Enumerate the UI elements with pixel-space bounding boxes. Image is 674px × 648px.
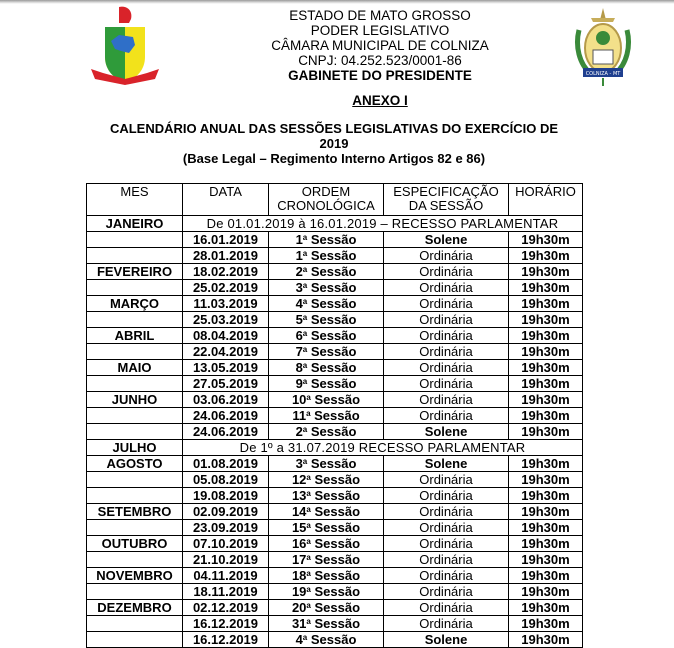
date-cell: 22.04.2019 xyxy=(183,344,269,360)
recess-row xyxy=(87,216,583,232)
time-cell: 19h30m xyxy=(509,600,583,616)
month-cell xyxy=(87,376,183,392)
month-cell: MARÇO xyxy=(87,296,183,312)
date-cell: 25.03.2019 xyxy=(183,312,269,328)
date-cell: 16.01.2019 xyxy=(183,232,269,248)
date-cell: 04.11.2019 xyxy=(183,568,269,584)
order-cell: 13$^a$ Sessão xyxy=(269,488,384,504)
session-type-cell: Solene xyxy=(384,632,509,648)
month-cell xyxy=(87,616,183,632)
header-especificacao: ESPECIFICAÇÃO DA SESSÃO xyxy=(384,184,509,216)
order-cell: 2$^a$ Sessão xyxy=(269,424,384,440)
header-power: PODER LEGISLATIVO xyxy=(310,23,450,38)
month-cell: OUTUBRO xyxy=(87,536,183,552)
month-cell xyxy=(87,632,183,648)
time-cell: 19h30m xyxy=(509,584,583,600)
session-type-cell: Ordinária xyxy=(384,360,509,376)
session-type-cell: Ordinária xyxy=(384,584,509,600)
month-cell: JUNHO xyxy=(87,392,183,408)
institution-header xyxy=(230,8,530,83)
month-cell: ABRIL xyxy=(87,328,183,344)
date-cell: 25.02.2019 xyxy=(183,280,269,296)
date-cell: 21.10.2019 xyxy=(183,552,269,568)
header-state: ESTADO DE MATO GROSSO xyxy=(289,8,471,23)
order-cell: 18$^a$ Sessão xyxy=(269,568,384,584)
order-cell: 9$^a$ Sessão xyxy=(269,376,384,392)
date-cell: 27.05.2019 xyxy=(183,376,269,392)
session-type-cell: Ordinária xyxy=(384,376,509,392)
title-line-3: (Base Legal – Regimento Interno Artigos 82 e 86) xyxy=(182,151,486,166)
table-row xyxy=(87,392,583,408)
time-cell: 19h30m xyxy=(509,344,583,360)
time-cell: 19h30m xyxy=(509,312,583,328)
date-cell: 05.08.2019 xyxy=(183,472,269,488)
header-ordem: ORDEM CRONOLÓGICA xyxy=(269,184,384,216)
time-cell: 19h30m xyxy=(509,360,583,376)
header-mes: MES xyxy=(87,184,183,216)
order-cell: 4$^a$ Sessão xyxy=(269,296,384,312)
date-cell: 28.01.2019 xyxy=(183,248,269,264)
title-line-1: CALENDÁRIO ANUAL DAS SESSÕES LEGISLATIVAS DO EXERCÍCIO DE xyxy=(109,121,559,136)
session-type-cell: Ordinária xyxy=(384,600,509,616)
date-cell: 24.06.2019 xyxy=(183,408,269,424)
table-row xyxy=(87,488,583,504)
session-type-cell: Ordinária xyxy=(384,408,509,424)
order-cell: 31$^a$ Sessão xyxy=(269,616,384,632)
annex-label xyxy=(230,93,530,108)
session-type-cell: Ordinária xyxy=(384,504,509,520)
header-chamber: CÂMARA MUNICIPAL DE COLNIZA xyxy=(271,38,489,53)
annex-text: ANEXO I xyxy=(352,93,408,108)
session-type-cell: Ordinária xyxy=(384,536,509,552)
table-row xyxy=(87,520,583,536)
table-row xyxy=(87,456,583,472)
date-cell: 24.06.2019 xyxy=(183,424,269,440)
table-row xyxy=(87,280,583,296)
month-cell xyxy=(87,472,183,488)
time-cell: 19h30m xyxy=(509,424,583,440)
window-top-shadow xyxy=(0,0,674,4)
order-cell: 4$^a$ Sessão xyxy=(269,632,384,648)
order-cell: 3$^a$ Sessão xyxy=(269,456,384,472)
session-type-cell: Ordinária xyxy=(384,344,509,360)
time-cell: 19h30m xyxy=(509,248,583,264)
month-cell xyxy=(87,520,183,536)
table-row xyxy=(87,600,583,616)
session-type-cell: Solene xyxy=(384,232,509,248)
order-cell: 20$^a$ Sessão xyxy=(269,600,384,616)
date-cell: 08.04.2019 xyxy=(183,328,269,344)
time-cell: 19h30m xyxy=(509,232,583,248)
order-cell: 17$^a$ Sessão xyxy=(269,552,384,568)
session-type-cell: Ordinária xyxy=(384,248,509,264)
time-cell: 19h30m xyxy=(509,536,583,552)
table-row xyxy=(87,376,583,392)
order-cell: 7$^a$ Sessão xyxy=(269,344,384,360)
month-cell xyxy=(87,552,183,568)
table-header-row xyxy=(87,184,583,216)
time-cell: 19h30m xyxy=(509,504,583,520)
order-cell: 5$^a$ Sessão xyxy=(269,312,384,328)
date-cell: 01.08.2019 xyxy=(183,456,269,472)
session-type-cell: Ordinária xyxy=(384,296,509,312)
order-cell: 3$^a$ Sessão xyxy=(269,280,384,296)
time-cell: 19h30m xyxy=(509,296,583,312)
order-cell: 11$^a$ Sessão xyxy=(269,408,384,424)
session-type-cell: Ordinária xyxy=(384,328,509,344)
order-cell: 19$^a$ Sessão xyxy=(269,584,384,600)
document-title xyxy=(86,121,582,166)
municipal-coat-of-arms-icon xyxy=(89,5,161,87)
time-cell: 19h30m xyxy=(509,552,583,568)
session-type-cell: Ordinária xyxy=(384,312,509,328)
table-row xyxy=(87,360,583,376)
time-cell: 19h30m xyxy=(509,392,583,408)
date-cell: 11.03.2019 xyxy=(183,296,269,312)
month-cell xyxy=(87,408,183,424)
header-cnpj: CNPJ: 04.252.523/0001-86 xyxy=(298,53,462,68)
table-row xyxy=(87,312,583,328)
session-type-cell: Ordinária xyxy=(384,568,509,584)
table-row xyxy=(87,632,583,648)
table-row xyxy=(87,536,583,552)
order-cell: 6$^a$ Sessão xyxy=(269,328,384,344)
time-cell: 19h30m xyxy=(509,264,583,280)
date-cell: 16.12.2019 xyxy=(183,632,269,648)
time-cell: 19h30m xyxy=(509,520,583,536)
header-office: GABINETE DO PRESIDENTE xyxy=(288,68,472,83)
date-cell: 18.02.2019 xyxy=(183,264,269,280)
table-row xyxy=(87,552,583,568)
table-row xyxy=(87,344,583,360)
time-cell: 19h30m xyxy=(509,488,583,504)
recess-cell: De 01.01.2019 à 16.01.2019 – RECESSO PARLAMENTAR xyxy=(183,216,583,232)
session-type-cell: Ordinária xyxy=(384,552,509,568)
order-cell: 14$^a$ Sessão xyxy=(269,504,384,520)
time-cell: 19h30m xyxy=(509,456,583,472)
table-row xyxy=(87,264,583,280)
month-cell: DEZEMBRO xyxy=(87,600,183,616)
table-row xyxy=(87,424,583,440)
table-row xyxy=(87,504,583,520)
time-cell: 19h30m xyxy=(509,376,583,392)
svg-text:COLNIZA - MT: COLNIZA - MT xyxy=(585,71,621,77)
session-type-cell: Ordinária xyxy=(384,392,509,408)
time-cell: 19h30m xyxy=(509,280,583,296)
table-row xyxy=(87,232,583,248)
month-cell: MAIO xyxy=(87,360,183,376)
order-cell: 10$^a$ Sessão xyxy=(269,392,384,408)
month-cell: AGOSTO xyxy=(87,456,183,472)
table-row xyxy=(87,584,583,600)
table-row xyxy=(87,408,583,424)
date-cell: 02.09.2019 xyxy=(183,504,269,520)
order-cell: 15$^a$ Sessão xyxy=(269,520,384,536)
time-cell: 19h30m xyxy=(509,568,583,584)
date-cell: 19.08.2019 xyxy=(183,488,269,504)
month-cell xyxy=(87,584,183,600)
table-row xyxy=(87,568,583,584)
date-cell: 18.11.2019 xyxy=(183,584,269,600)
month-cell: SETEMBRO xyxy=(87,504,183,520)
session-type-cell: Ordinária xyxy=(384,264,509,280)
order-cell: 2$^a$ Sessão xyxy=(269,264,384,280)
header-horario: HORÁRIO xyxy=(509,184,583,216)
table-row xyxy=(87,472,583,488)
header-data: DATA xyxy=(183,184,269,216)
month-cell xyxy=(87,344,183,360)
recess-row xyxy=(87,440,583,456)
time-cell: 19h30m xyxy=(509,408,583,424)
table-row xyxy=(87,616,583,632)
time-cell: 19h30m xyxy=(509,472,583,488)
date-cell: 23.09.2019 xyxy=(183,520,269,536)
camara-colniza-seal-icon xyxy=(573,6,633,88)
table-row xyxy=(87,296,583,312)
order-cell: 1$^a$ Sessão xyxy=(269,232,384,248)
order-cell: 12$^a$ Sessão xyxy=(269,472,384,488)
month-cell: JANEIRO xyxy=(87,216,183,232)
date-cell: 13.05.2019 xyxy=(183,360,269,376)
month-cell xyxy=(87,488,183,504)
order-cell: 16$^a$ Sessão xyxy=(269,536,384,552)
session-type-cell: Ordinária xyxy=(384,520,509,536)
sessions-calendar-table xyxy=(86,183,583,648)
month-cell xyxy=(87,232,183,248)
time-cell: 19h30m xyxy=(509,616,583,632)
session-type-cell: Solene xyxy=(384,456,509,472)
order-cell: 8$^a$ Sessão xyxy=(269,360,384,376)
session-type-cell: Ordinária xyxy=(384,472,509,488)
session-type-cell: Ordinária xyxy=(384,488,509,504)
recess-cell: De 1º a 31.07.2019 RECESSO PARLAMENTAR xyxy=(183,440,583,456)
session-type-cell: Ordinária xyxy=(384,280,509,296)
date-cell: 16.12.2019 xyxy=(183,616,269,632)
table-row xyxy=(87,248,583,264)
month-cell xyxy=(87,312,183,328)
session-type-cell: Solene xyxy=(384,424,509,440)
month-cell xyxy=(87,424,183,440)
month-cell: JULHO xyxy=(87,440,183,456)
date-cell: 07.10.2019 xyxy=(183,536,269,552)
table-row xyxy=(87,328,583,344)
month-cell: NOVEMBRO xyxy=(87,568,183,584)
session-type-cell: Ordinária xyxy=(384,616,509,632)
title-line-2: 2019 xyxy=(319,136,349,151)
date-cell: 02.12.2019 xyxy=(183,600,269,616)
order-cell: 1$^a$ Sessão xyxy=(269,248,384,264)
time-cell: 19h30m xyxy=(509,632,583,648)
date-cell: 03.06.2019 xyxy=(183,392,269,408)
time-cell: 19h30m xyxy=(509,328,583,344)
month-cell xyxy=(87,248,183,264)
month-cell xyxy=(87,280,183,296)
month-cell: FEVEREIRO xyxy=(87,264,183,280)
